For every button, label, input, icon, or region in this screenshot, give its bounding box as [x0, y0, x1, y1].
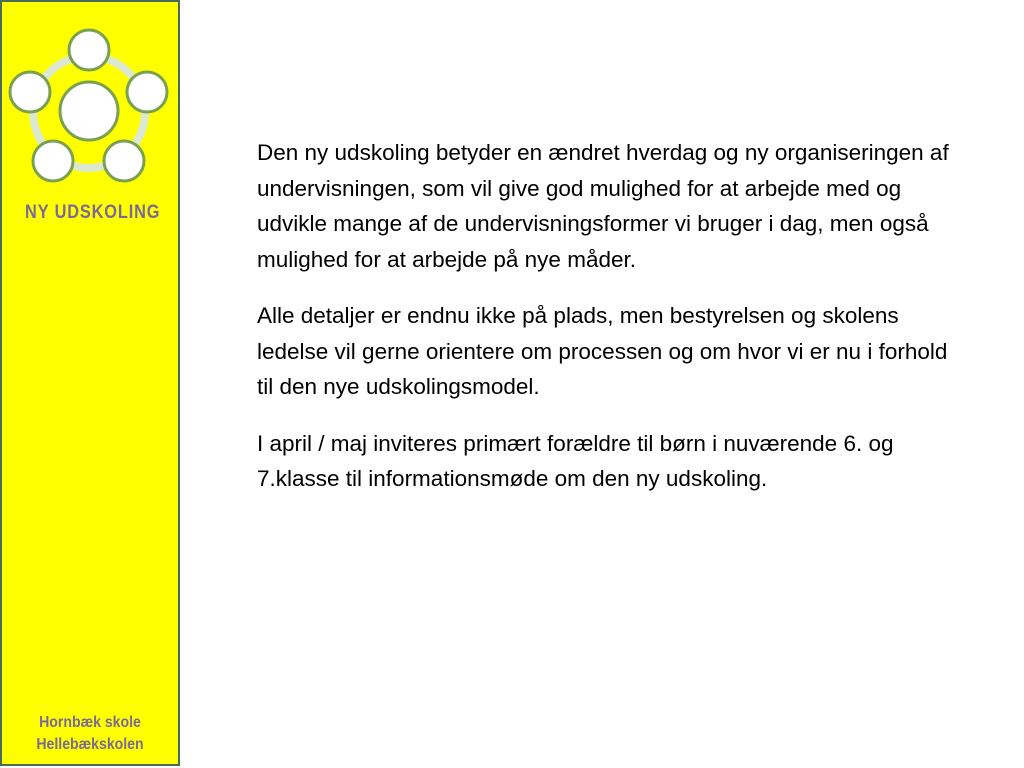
school-name-hornbaek: Hornbæk skole — [39, 714, 141, 731]
sidebar — [0, 0, 180, 766]
main-text — [257, 135, 967, 518]
paragraph-2: Alle detaljer er endnu ikke på plads, men bestyrelsen og skolens ledelse vil gerne orientere om processen og om hvor vi er nu i forhold til den nye udskolingsmodel. — [257, 303, 948, 399]
paragraph-3: I april / maj inviteres primært forældre til børn i nuværende 6. og 7.klasse til informationsmøde om den ny udskoling. — [257, 430, 894, 491]
school-names — [13, 712, 168, 756]
brand-title: NY UDSKOLING — [25, 202, 161, 223]
paragraph-1: Den ny udskoling betyder en ændret hverdag og ny organiseringen af undervisningen, som vil give god mulighed for at arbejde med og udvikle mange af de undervisningsformer vi bruger i dag, men også mulighed for at arbejde på nye måder. — [257, 140, 949, 272]
school-name-hellebaek: Hellebækskolen — [36, 736, 144, 753]
circles-logo-icon — [6, 28, 170, 186]
